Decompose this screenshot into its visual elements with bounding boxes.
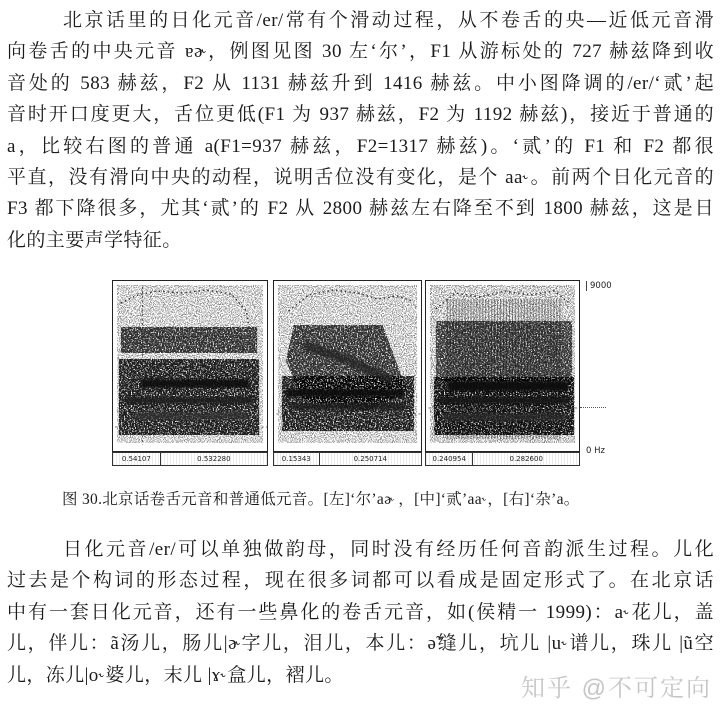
time-axis-strip-center <box>273 452 422 466</box>
time-axis-strip-right <box>425 452 580 466</box>
time-label: 0.250714 <box>353 455 387 463</box>
paragraph-line: 儿，冻儿|o˞婆儿，末儿 |ɤ˞盒儿，褶儿。 <box>7 664 344 686</box>
paragraph-line: 音时开口度更大，舌位更低(F1 为 937 赫兹，F2 为 1192 赫兹)，接近于普通的 <box>7 104 714 126</box>
paragraph-line: 儿，伴儿：ã汤儿，肠儿|ɚ字儿，泪儿，本儿：ə̃缝儿，坑儿 |u˞谱儿，珠儿 |ũ空 <box>7 633 714 655</box>
cursor-line-extension <box>580 407 606 408</box>
paragraph-1 <box>7 5 714 256</box>
time-label: 0.15343 <box>274 453 320 465</box>
paragraph-line: 音处的 583 赫兹，F2 从 1131 赫兹升到 1416 赫兹。中小图降调的/er/‘贰’起 <box>7 72 714 94</box>
time-label: 0.54107 <box>113 453 161 465</box>
freq-label-top: 9000 <box>586 281 612 291</box>
paragraph-line: 向卷舌的中央元音 ɐɚ，例图见图 30 左‘尔’，F1 从游标处的 727 赫兹降到收 <box>7 41 714 63</box>
figure-caption: 图 30.北京话卷舌元音和普通低元音。[左]‘尔’aɚ ，[中]‘贰’aa˞，[右]‘杂’a。 <box>62 491 580 508</box>
spectrogram-panel-center <box>273 280 422 452</box>
paragraph-line: 中有一套日化元音，还有一些鼻化的卷舌元音，如(侯精一 1999)：a˞花儿，盖 <box>7 601 714 623</box>
paragraph-line: a，比较右图的普通 a(F1=937 赫兹，F2=1317 赫兹)。‘贰’的 F1 和 F2 都很 <box>7 135 714 157</box>
spectrogram-image-left <box>113 281 267 451</box>
watermark: 知乎 @不可定向 <box>520 675 712 702</box>
spectrogram-image-center <box>274 281 421 451</box>
spectrogram-panel-right <box>425 280 580 452</box>
paragraph-line: 过去是个构词的形态过程，现在很多词都可以看成是固定形式了。在北京话 <box>7 570 714 592</box>
paragraph-line: 化的主要声学特征。 <box>7 229 182 251</box>
freq-label-bottom: 0 Hz <box>586 446 605 456</box>
paragraph-line: 北京话里的日化元音/er/常有个滑动过程，从不卷舌的央—近低元音滑 <box>63 10 714 31</box>
paragraph-line: 日化元音/er/可以单独做韵母，同时没有经历任何音韵派生过程。儿化 <box>63 539 714 560</box>
paragraph-line: 平直，没有滑向中央的动程，说明舌位没有变化，是个 aa˞。前两个日化元音的 <box>7 166 714 188</box>
time-axis-strip-left <box>112 452 268 466</box>
time-label: 0.532280 <box>197 455 231 463</box>
figure-spectrograms <box>0 272 720 472</box>
spectrogram-image-right <box>426 281 579 451</box>
paragraph-line: F3 都下降很多，尤其‘贰’的 F2 从 2800 赫兹左右降至不到 1800 赫兹，这是日 <box>7 198 714 220</box>
spectrogram-panel-left <box>112 280 268 452</box>
time-label: 0.240954 <box>426 453 473 465</box>
time-label: 0.282600 <box>509 455 543 463</box>
